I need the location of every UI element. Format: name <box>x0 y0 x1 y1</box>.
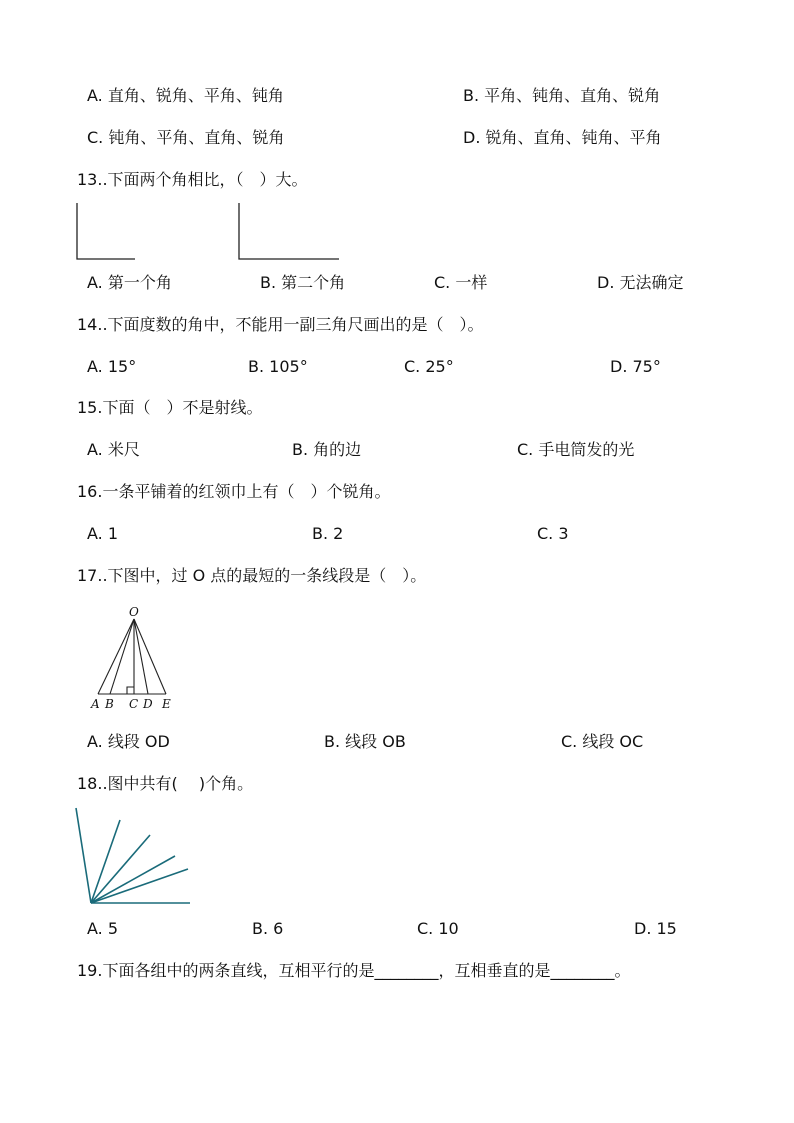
q15-option-a[interactable]: A. 米尺 <box>87 440 140 459</box>
q17-option-a[interactable]: A. 线段 OD <box>87 732 170 751</box>
label-a: A <box>91 697 100 711</box>
q14-option-d[interactable]: D. 75° <box>610 357 661 376</box>
q12-option-c[interactable]: C. 钝角、平角、直角、锐角 <box>87 128 285 147</box>
q13-option-a[interactable]: A. 第一个角 <box>87 273 172 292</box>
ray-2 <box>91 820 120 903</box>
q16-option-a[interactable]: A. 1 <box>87 524 119 543</box>
q15-option-c[interactable]: C. 手电筒发的光 <box>517 440 635 459</box>
label-c: C <box>129 697 139 711</box>
q18-option-a[interactable]: A. 5 <box>87 919 119 938</box>
q15-option-b[interactable]: B. 角的边 <box>292 440 362 459</box>
q16-question: 16.一条平铺着的红领巾上有（ ）个锐角。 <box>77 482 391 501</box>
q17-question: 17..下图中，过 O 点的最短的一条线段是（ ）。 <box>77 566 427 585</box>
q14-option-a[interactable]: A. 15° <box>87 357 137 376</box>
q14-option-c[interactable]: C. 25° <box>404 357 454 376</box>
q14-option-b[interactable]: B. 105° <box>248 357 308 376</box>
q18-option-d[interactable]: D. 15 <box>634 919 677 938</box>
q13-option-d[interactable]: D. 无法确定 <box>597 273 684 292</box>
q16-option-c[interactable]: C. 3 <box>537 524 569 543</box>
q14-question: 14..下面度数的角中，不能用一副三角尺画出的是（ ）。 <box>77 315 484 334</box>
ray-4 <box>91 856 175 903</box>
q13-question: 13..下面两个角相比，（ ）大。 <box>77 170 308 189</box>
q15-question: 15.下面（ ）不是射线。 <box>77 398 263 417</box>
label-d: D <box>143 697 153 711</box>
label-b: B <box>105 697 114 711</box>
q18-option-c[interactable]: C. 10 <box>417 919 459 938</box>
q12-option-d[interactable]: D. 锐角、直角、钝角、平角 <box>463 128 662 147</box>
q17-option-b[interactable]: B. 线段 OB <box>324 732 406 751</box>
q13-option-c[interactable]: C. 一样 <box>434 273 488 292</box>
q18-option-b[interactable]: B. 6 <box>252 919 284 938</box>
label-e: E <box>162 697 171 711</box>
ray-1 <box>76 808 91 903</box>
q16-option-b[interactable]: B. 2 <box>312 524 344 543</box>
q12-option-b[interactable]: B. 平角、钝角、直角、锐角 <box>463 86 661 105</box>
label-o: O <box>129 605 139 619</box>
q17-option-c[interactable]: C. 线段 OC <box>561 732 644 751</box>
q19-question: 19.下面各组中的两条直线，互相平行的是________，互相垂直的是________。 <box>77 961 631 980</box>
q13-option-b[interactable]: B. 第二个角 <box>260 273 346 292</box>
q12-option-a[interactable]: A. 直角、锐角、平角、钝角 <box>87 86 284 105</box>
q18-question: 18..图中共有( )个角。 <box>77 774 254 793</box>
